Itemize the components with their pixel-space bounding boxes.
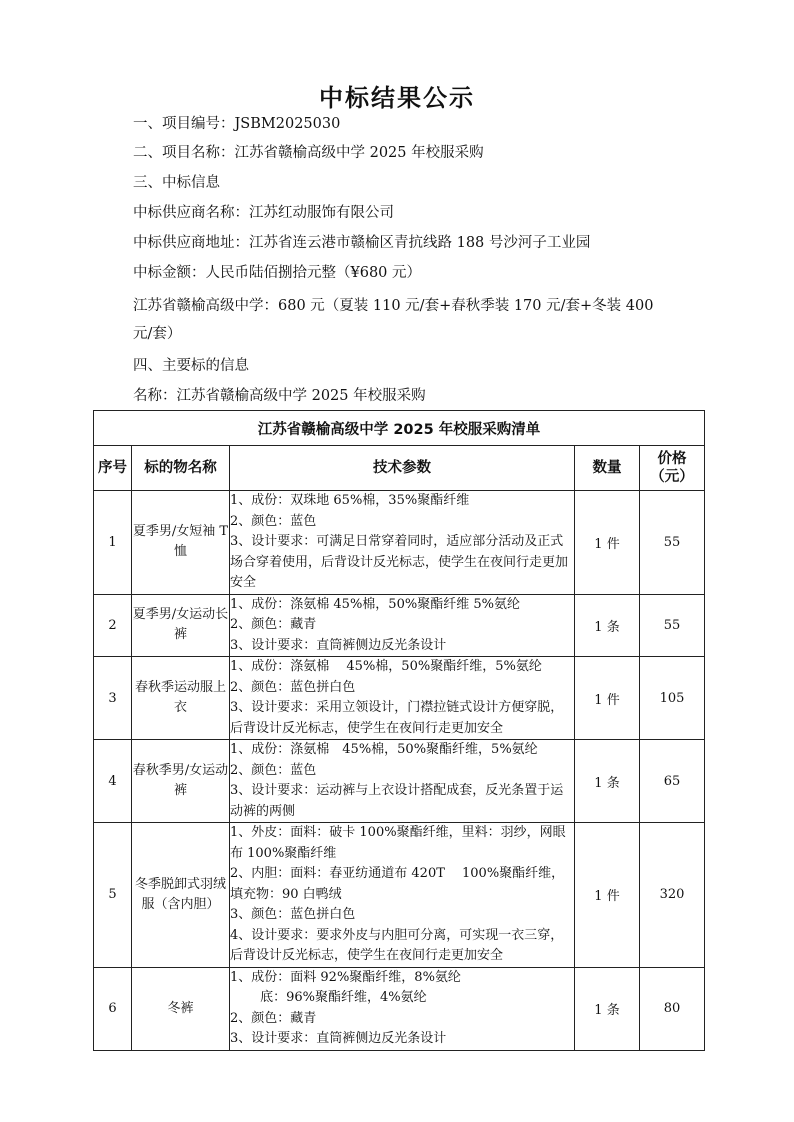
table-row [94,823,705,968]
row-spec [230,657,575,740]
header-name: 标的物名称 [132,446,230,491]
project-name-line: 二、项目名称：江苏省赣榆高级中学 2025 年校服采购 [133,145,484,161]
row-price: 65 [640,740,705,823]
row-spec [230,491,575,595]
spec-line: 2、颜色：蓝色 [230,762,317,778]
subject-name-line: 名称：江苏省赣榆高级中学 2025 年校服采购 [133,388,426,404]
row-qty: 1 件 [575,823,640,968]
project-number-line: 一、项目编号：JSBM2025030 [133,116,341,132]
row-name: 冬季脱卸式羽绒服（含内胆） [132,823,230,968]
header-price: 价格（元） [640,446,705,491]
row-name: 春秋季男/女运动裤 [132,740,230,823]
table-row [94,967,705,1050]
spec-line: 3、设计要求：运动裤与上衣设计搭配成套，反光条置于运动裤的两侧 [230,783,564,819]
row-no: 2 [94,594,132,657]
spec-line: 3、设计要求：直筒裤侧边反光条设计 [230,637,447,653]
table-row [94,491,705,595]
row-spec [230,967,575,1050]
main-subject-heading: 四、主要标的信息 [133,358,249,374]
supplier-address-line: 中标供应商地址：江苏省连云港市赣榆区青抗线路 188 号沙河子工业园 [133,235,591,251]
spec-line: 底：96%聚酯纤维，4%氨纶 [230,990,427,1005]
table-row [94,594,705,657]
row-qty: 1 条 [575,967,640,1050]
header-qty: 数量 [575,446,640,491]
spec-line: 2、内胆：面料：春亚纺通道布 420T 100%聚酯纤维，填充物：90 白鸭绒 [230,866,565,902]
row-name: 春秋季运动服上衣 [132,657,230,740]
spec-line: 3、颜色：蓝色拼白色 [230,907,356,922]
row-price: 55 [640,594,705,657]
row-spec [230,740,575,823]
header-no: 序号 [94,446,132,491]
row-qty: 1 件 [575,491,640,595]
award-amount-line: 中标金额：人民币陆佰捌拾元整（¥680 元） [133,265,422,281]
row-price: 80 [640,967,705,1050]
table-header-row [94,446,705,491]
row-name: 夏季男/女短袖 T 恤 [132,491,230,595]
spec-line: 1、成份：涤氨棉 45%棉，50%聚酯纤维，5%氨纶 [230,742,538,757]
row-price: 105 [640,657,705,740]
spec-line: 1、成份：涤氨棉 45%棉，50%聚酯纤维 5%氨纶 [230,596,520,612]
row-spec [230,823,575,968]
row-no: 1 [94,491,132,595]
spec-line: 3、设计要求：直筒裤侧边反光条设计 [230,1031,447,1046]
row-no: 4 [94,740,132,823]
spec-line: 3、设计要求：可满足日常穿着同时，适应部分活动及正式场合穿着使用，后背设计反光标志，使学生在夜间行走更加安全 [230,534,569,590]
spec-line: 1、外皮：面料：破卡 100%聚酯纤维，里料：羽纱，网眼布 100%聚酯纤维 [230,825,566,861]
spec-line: 1、成份：涤氨棉 45%棉，50%聚酯纤维，5%氨纶 [230,659,542,674]
row-qty: 1 件 [575,657,640,740]
row-no: 3 [94,657,132,740]
row-name: 冬裤 [132,967,230,1050]
supplier-name-line: 中标供应商名称：江苏红动服饰有限公司 [133,205,394,221]
row-no: 6 [94,967,132,1050]
spec-line: 3、设计要求：采用立领设计，门襟拉链式设计方便穿脱，后背设计反光标志，使学生在夜间行走更加安全 [230,700,564,736]
row-qty: 1 条 [575,594,640,657]
row-name: 夏季男/女运动长裤 [132,594,230,657]
row-spec [230,594,575,657]
header-spec: 技术参数 [230,446,575,491]
procurement-table [93,410,705,1051]
row-no: 5 [94,823,132,968]
spec-line: 2、颜色：藏青 [230,617,317,632]
page-title: 中标结果公示 [319,84,475,112]
spec-line: 1、成份：双珠地 65%棉，35%聚酯纤维 [230,493,470,508]
table-row [94,657,705,740]
row-price: 320 [640,823,705,968]
row-qty: 1 条 [575,740,640,823]
table-caption: 江苏省赣榆高级中学 2025 年校服采购清单 [94,411,705,446]
spec-line: 2、颜色：蓝色 [230,513,317,529]
spec-line: 4、设计要求：要求外皮与内胆可分离，可实现一衣三穿，后背设计反光标志，使学生在夜间行走更加安全 [230,927,564,963]
row-price: 55 [640,491,705,595]
award-info-heading: 三、中标信息 [133,175,220,191]
spec-line: 1、成份：面料 92%聚酯纤维，8%氨纶 [230,969,461,985]
table-row [94,740,705,823]
price-breakdown-line: 江苏省赣榆高级中学：680 元（夏装 110 元/套+春秋季装 170 元/套+冬装 400 元/套） [133,298,654,342]
spec-line: 2、颜色：藏青 [230,1010,317,1026]
spec-line: 2、颜色：蓝色拼白色 [230,679,356,695]
